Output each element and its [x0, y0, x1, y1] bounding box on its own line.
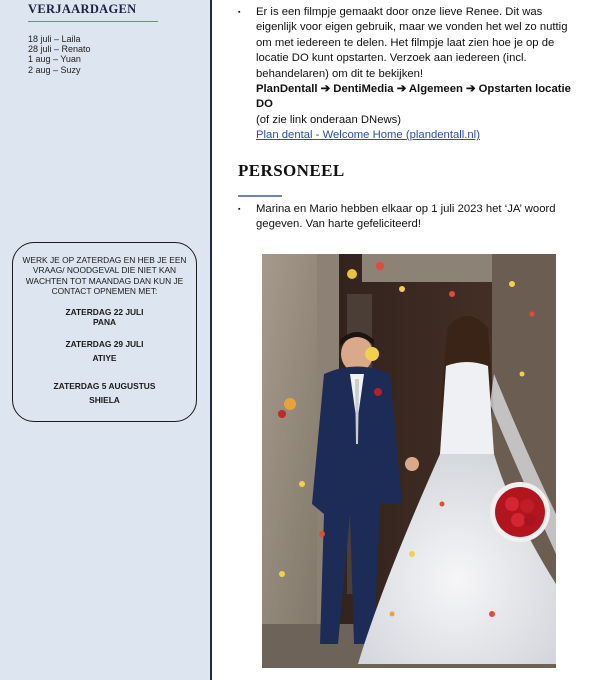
birthday-item: 2 aug – Suzy	[28, 64, 81, 75]
wedding-photo	[262, 254, 556, 668]
news-item-text: Er is een filmpje gemaakt door onze lieve Renee. Dit was eigenlijk voor eigen gebruik, maar we vonden het wel zo nuttig om met iedereen te delen. Het filmpje laat zien hoe je op de locatie DO kunt opstarten. Verzoek aan iedereen (incl. behandelaren) om dit te bekijken!	[256, 6, 568, 80]
birthday-list	[28, 34, 91, 75]
path-step: DentiMedia	[333, 83, 394, 96]
bullet-icon: ▪	[238, 206, 241, 213]
path-step: Opstarten locatie DO	[256, 83, 571, 111]
link-note: (of zie link onderaan DNews)	[256, 113, 402, 126]
news-item-text: Marina en Mario hebben elkaar op 1 juli 2023 het ‘JA’ woord gegeven. Van harte gefeliciteerd!	[256, 203, 556, 231]
shift-date: ZATERDAG 29 JULI	[65, 339, 144, 350]
navigation-path	[256, 82, 574, 113]
birthdays-heading: VERJAARDAGEN	[28, 2, 137, 16]
birthday-item: 28 juli – Renato	[28, 44, 91, 55]
path-step: PlanDentall	[256, 83, 318, 96]
shift-contact-name: ATIYE	[92, 352, 117, 363]
arrow-right-icon: ➔	[320, 83, 331, 96]
arrow-right-icon: ➔	[466, 83, 476, 96]
arrow-right-icon: ➔	[396, 83, 407, 96]
section-underline	[238, 195, 282, 197]
shift-date: ZATERDAG 5 AUGUSTUS	[53, 381, 156, 392]
wedding-illustration	[262, 254, 556, 668]
welcome-home-link[interactable]: Plan dental - Welcome Home (plandentall.nl)	[256, 129, 480, 142]
heading-underline	[28, 21, 158, 22]
birthday-item: 1 aug – Yuan	[28, 54, 81, 65]
sidebar	[0, 0, 212, 680]
shift-contact-name: SHIELA	[89, 394, 120, 405]
news-item-video	[212, 5, 574, 144]
shift-contact-name: PANA	[92, 317, 117, 328]
saturday-contact-box	[12, 242, 197, 422]
news-item-wedding	[212, 202, 574, 233]
bullet-icon: ▪	[238, 9, 241, 16]
section-title-personeel: PERSONEEL	[238, 161, 345, 180]
news-item-body	[256, 5, 574, 144]
path-step: Algemeen	[408, 83, 463, 96]
saturday-contact-intro: WERK JE OP ZATERDAG EN HEB JE EEN VRAAG/ NOODGEVAL DIE NIET KAN WACHTEN TOT MAANDAG DAN KUN JE CONTACT OPNEMEN MET:	[22, 255, 187, 297]
shift-date: ZATERDAG 22 JULI	[65, 306, 144, 317]
birthday-item: 18 juli – Laila	[28, 34, 81, 44]
